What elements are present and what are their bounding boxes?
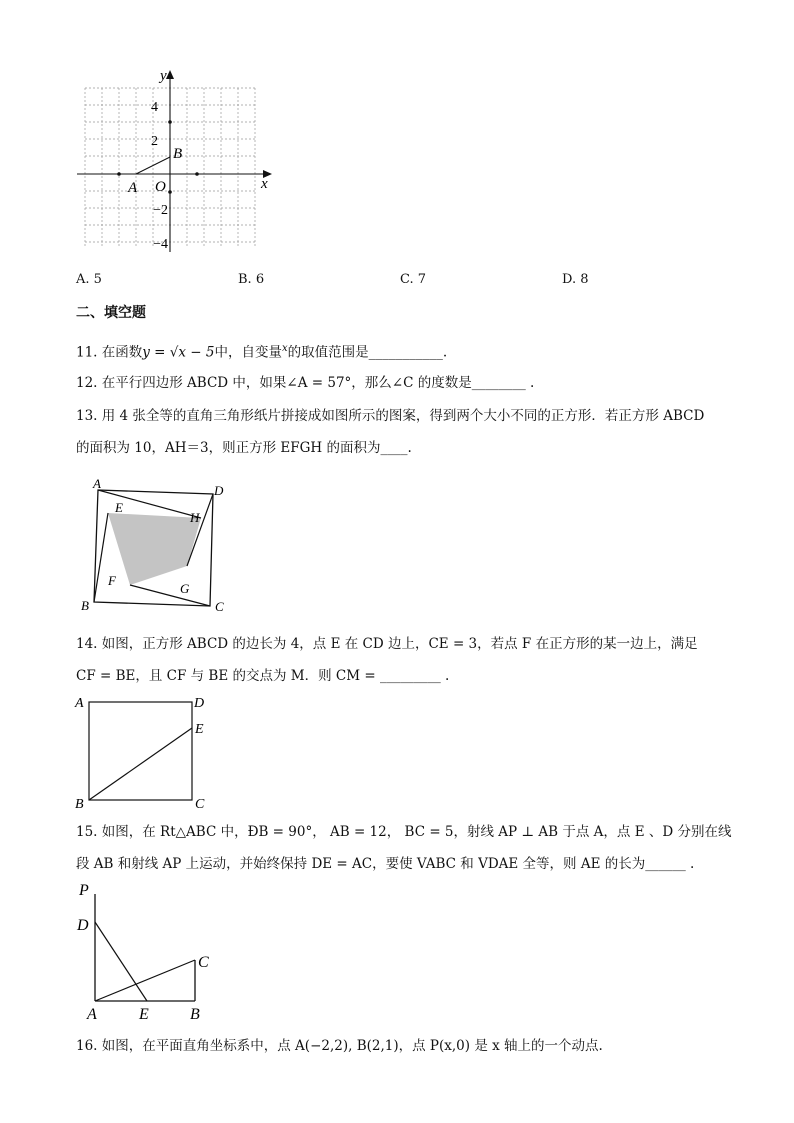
origin-label: O bbox=[155, 179, 166, 195]
label-b: B bbox=[75, 797, 84, 812]
label-c: C bbox=[195, 797, 205, 812]
label-b: B bbox=[81, 598, 89, 613]
q11-variable: x bbox=[282, 343, 288, 354]
q11-suffix: 的取值范围是 bbox=[287, 344, 369, 361]
point-label-b: B bbox=[173, 146, 183, 162]
option-c: C. 7 bbox=[400, 272, 427, 287]
label-b: B bbox=[190, 1006, 200, 1023]
label-a: A bbox=[75, 696, 84, 711]
tick-label-2: 2 bbox=[151, 134, 158, 149]
q11-formula: y = √x − 5 bbox=[142, 344, 215, 361]
label-c: C bbox=[198, 954, 209, 971]
q11-blank: ___________ bbox=[368, 344, 443, 361]
x-axis-label: x bbox=[261, 176, 268, 192]
question-15-line-2: 段 AB 和射线 AP 上运动，并始终保持 DE = AC，要使 VABC 和 VDAE 全等，则 AE 的长为______ . bbox=[76, 856, 695, 872]
figure-15-triangles bbox=[74, 878, 224, 1024]
question-11 bbox=[76, 339, 447, 363]
label-e: E bbox=[195, 722, 204, 737]
tick-label-4: 4 bbox=[151, 100, 158, 115]
question-13-line-1: 13. 用 4 张全等的直角三角形纸片拼接成如图所示的图案，得到两个大小不同的正方形．若正方形 ABCD bbox=[76, 408, 705, 424]
coordinate-graph bbox=[72, 66, 282, 256]
label-f: F bbox=[108, 573, 116, 588]
label-e: E bbox=[115, 500, 123, 515]
section-title: 二、填空题 bbox=[76, 305, 146, 321]
q11-end: . bbox=[442, 344, 448, 361]
question-14-line-1: 14. 如图，正方形 ABCD 的边长为 4，点 E 在 CD 边上，CE = 3，若点 F 在正方形的某一边上，满足 bbox=[76, 636, 698, 652]
y-axis-label: y bbox=[160, 68, 167, 84]
option-b: B. 6 bbox=[238, 272, 265, 287]
label-d: D bbox=[194, 696, 205, 711]
question-12: 12. 在平行四边形 ABCD 中，如果∠A = 57°，那么∠C 的度数是________ . bbox=[76, 375, 535, 391]
label-p: P bbox=[79, 882, 89, 899]
q11-prefix: 11. 在函数 bbox=[76, 344, 143, 361]
label-d: D bbox=[214, 483, 224, 498]
label-g: G bbox=[180, 581, 190, 596]
label-a: A bbox=[93, 476, 101, 491]
question-14-line-2: CF = BE，且 CF 与 BE 的交点为 M．则 CM = _________ . bbox=[76, 668, 450, 684]
label-c: C bbox=[215, 599, 224, 614]
label-h: H bbox=[190, 510, 200, 525]
label-e: E bbox=[139, 1006, 149, 1023]
question-13-line-2: 的面积为 10，AH＝3，则正方形 EFGH 的面积为____. bbox=[76, 440, 412, 456]
figure-14-square bbox=[72, 690, 222, 812]
tick-label-minus-2: −2 bbox=[153, 203, 168, 218]
label-a: A bbox=[87, 1006, 97, 1023]
tick-label-minus-4: −4 bbox=[153, 237, 168, 252]
point-label-a: A bbox=[128, 180, 138, 196]
label-d: D bbox=[77, 917, 89, 934]
question-15-line-1: 15. 如图，在 Rt△ABC 中，ÐB = 90°， AB = 12， BC = 5，射线 AP ⊥ AB 于点 A，点 E 、D 分别在线 bbox=[76, 824, 732, 840]
option-d: D. 8 bbox=[562, 272, 589, 287]
figure-13-squares bbox=[76, 474, 236, 616]
inner-square-efgh bbox=[108, 513, 201, 585]
question-16: 16. 如图，在平面直角坐标系中，点 A(−2,2), B(2,1)，点 P(x,0) 是 x 轴上的一个动点. bbox=[76, 1038, 603, 1054]
option-a: A. 5 bbox=[76, 272, 102, 287]
q11-middle: 中，自变量 bbox=[214, 344, 282, 361]
